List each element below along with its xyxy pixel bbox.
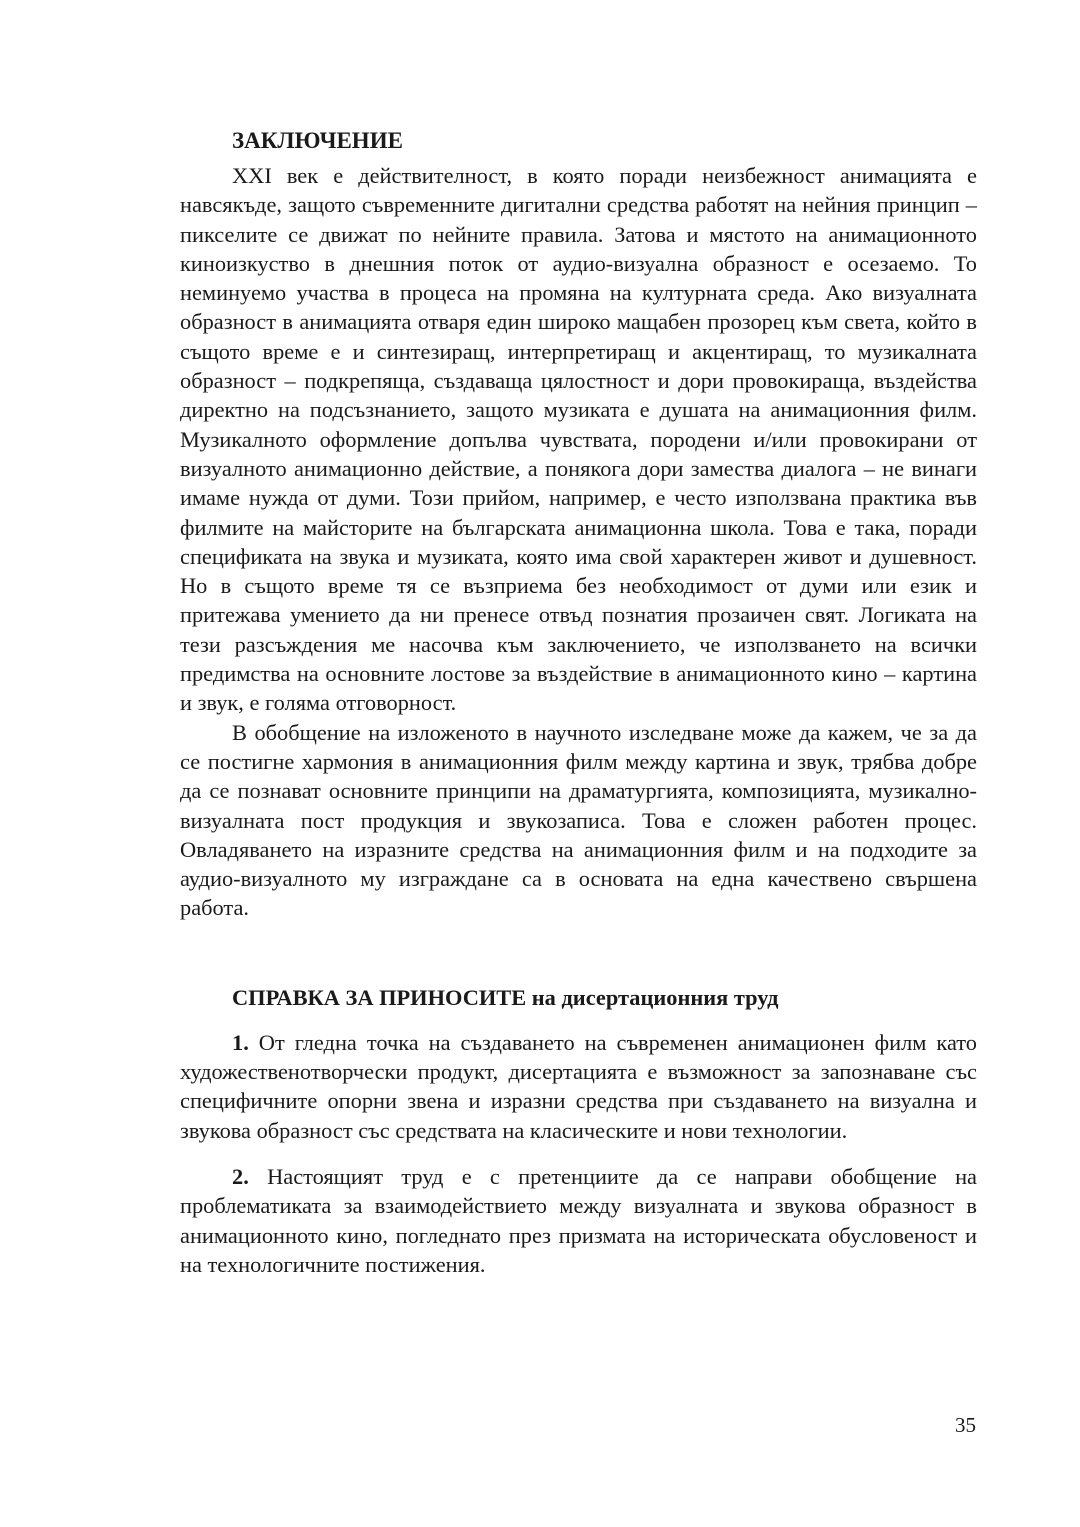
contribution-number: 1. [232, 1029, 249, 1055]
conclusion-heading: ЗАКЛЮЧЕНИЕ [232, 128, 403, 153]
conclusion-paragraph-1: XXI век е действителност, в която поради неизбежност анимацията е навсякъде, защото съвременните дигитални средства работят на нейния принцип – пикселите се движат по нейните правила. Затова и мястото на анимационното киноизкуство в днешния поток от аудио-визуална образност е осезаемо. То неминуемо участва в процеса на промяна на културната среда. Ако визуалната образност в анимацията отваря един широко мащабен прозорец към света, който в същото време е и синтезиращ, интерпретиращ и акцентиращ, то музикалната образност – подкрепяща, създаваща цялостност и дори провокираща, въздейства директно на подсъзнанието, защото музиката е душата на анимационния филм. Музикалното оформление допълва чувствата, породени и/или провокирани от визуалното анимационно действие, а понякога дори замества диалога – не винаги имаме нужда от думи. Този прийом, например, е често използвана практика във филмите на майсторите на българската анимационна школа. Това е така, поради спецификата на звука и музиката, която има свой характерен живот и душевност. Но в същото време тя се възприема без необходимост от думи или език и притежава умението да ни пренесе отвъд познатия прозаичен свят. Логиката на тези разсъждения ме насочва към заключението, че използването на всички предимства на основните лостове за въздействие в анимационното кино – картина и звук, е голяма отговорност. [180, 163, 977, 716]
contribution-number: 2. [232, 1163, 249, 1189]
contribution-text: От гледна точка на създаването на съвременен анимационен филм като художественотворчески продукт, дисертацията е възможност за запознаване със специфичните опорни звена и изразни средства при създаването на визуална и звукова образност със средствата на класическите и нови технологии. [180, 1029, 977, 1143]
document-page [180, 126, 977, 1296]
contributions-heading-rest: на дисертационния труд [526, 984, 779, 1010]
conclusion-paragraph-2: В обобщение на изложеното в научното изследване може да кажем, че за да се постигне хармония в анимационния филм между картина и звук, трябва добре да се познават основните принципи на драматургията, композицията, музикално-визуалната пост продукция и звукозаписа. Това е сложен работен процес. Овладяването на изразните средства на анимационния филм и на подходите за аудио-визуалното му изграждане са в основата на една качествено свършена работа. [180, 719, 977, 921]
contributions-heading-bold: СПРАВКА ЗА ПРИНОСИТЕ [232, 984, 527, 1010]
contribution-item-2 [180, 1162, 977, 1279]
contribution-item-1 [180, 1028, 977, 1145]
contributions-heading [232, 983, 977, 1012]
page-number: 35 [955, 1413, 976, 1437]
contribution-text: Настоящият труд е с претенциите да се направи обобщение на проблематиката за взаимодействието между визуалната и звукова образност в анимационното кино, погледнато през призмата на историческата обусловеност и на технологичните постижения. [180, 1163, 977, 1277]
